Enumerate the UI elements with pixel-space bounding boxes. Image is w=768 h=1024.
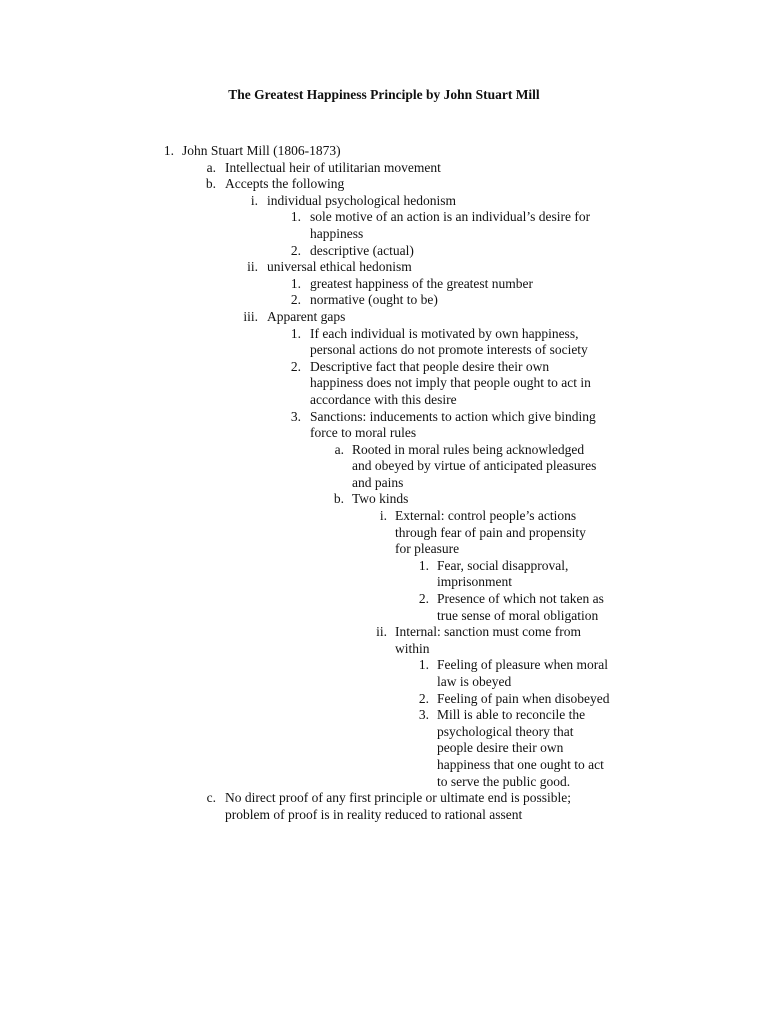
outline-text: descriptive (actual) [310,242,414,258]
outline-text: and pains [352,474,404,490]
outline-item-continuation [0,574,768,591]
outline-marker: iii. [243,308,258,324]
outline-text: individual psychological hedonism [267,192,456,208]
outline-marker: 3. [418,707,429,723]
outline-item [0,193,768,210]
outline-marker: a. [334,441,344,457]
outline-text: Apparent gaps [267,308,346,324]
outline-text: sole motive of an action is an individual’s desire for [310,209,591,225]
outline-text: to serve the public good. [437,773,571,789]
outline-marker: b. [205,176,216,192]
outline-text: Fear, social disapproval, [437,557,569,573]
outline-item [0,591,768,608]
outline-item [0,442,768,459]
outline-item [0,359,768,376]
outline-text: and obeyed by virtue of anticipated pleasures [352,458,597,474]
outline-item [0,508,768,525]
outline-item-continuation [0,641,768,658]
outline-text: John Stuart Mill (1806-1873) [182,143,341,158]
outline-marker: ii. [247,259,258,275]
outline-text: happiness [310,225,364,241]
outline-text: External: control people’s actions [395,508,577,524]
outline-text: Feeling of pain when disobeyed [437,690,610,706]
outline-marker: 1. [290,325,301,341]
outline-marker: 2. [290,358,301,374]
outline-item-continuation [0,757,768,774]
outline-text: If each individual is motivated by own happiness, [310,325,579,341]
outline-text: Presence of which not taken as [437,591,604,607]
outline-item-continuation [0,392,768,409]
outline-text: No direct proof of any first principle or ultimate end is possible; [225,790,572,806]
outline-item [0,491,768,508]
outline-item [0,209,768,226]
outline-item [0,276,768,293]
outline-text: law is obeyed [437,674,512,689]
outline-marker: i. [379,508,387,524]
outline-text: true sense of moral obligation [437,607,599,623]
outline-text: personal actions do not promote interests of society [310,342,588,358]
outline-text: happiness that one ought to act [437,756,604,772]
outline-text: normative (ought to be) [310,292,438,308]
outline-item-continuation [0,226,768,243]
outline-item [0,409,768,426]
outline-item [0,326,768,343]
outline-marker: 1. [290,209,301,225]
outline-text: imprisonment [437,574,512,590]
outline-item-continuation [0,774,768,791]
outline-text: Descriptive fact that people desire their own [310,358,550,374]
outline-item [0,657,768,674]
outline-text: within [395,640,430,656]
outline-item-continuation [0,458,768,475]
outline-item-continuation [0,475,768,492]
outline-item-continuation [0,342,768,359]
outline-text: universal ethical hedonism [267,259,412,275]
outline-text: Feeling of pleasure when moral [437,657,608,673]
outline-marker: 1. [163,143,174,158]
outline-marker: 1. [290,275,301,291]
outline-marker: 1. [418,557,429,573]
outline-text: greatest happiness of the greatest number [310,275,534,291]
outline-text: Accepts the following [225,176,345,192]
outline-marker: 1. [418,657,429,673]
outline-item-continuation [0,375,768,392]
outline-item [0,259,768,276]
outline-marker: c. [206,790,216,806]
outline-marker: 2. [418,690,429,706]
outline-marker: b. [333,491,344,507]
outline-text: psychological theory that [437,723,574,739]
outline-text: Mill is able to reconcile the [437,707,586,723]
outline-item [0,176,768,193]
outline-marker: 2. [290,292,301,308]
outline-item [0,160,768,177]
outline-text: problem of proof is in reality reduced to rational assent [225,806,523,822]
outline-item [0,309,768,326]
outline-text: Internal: sanction must come from [395,624,581,640]
outline-marker: i. [250,192,258,208]
outline-item [0,707,768,724]
outline-text: Intellectual heir of utilitarian movement [225,159,441,175]
outline-text: through fear of pain and propensity [395,524,586,540]
outline-text: Sanctions: inducements to action which give binding [310,408,596,424]
outline-marker: 3. [290,408,301,424]
outline-item-continuation [0,674,768,691]
outline-text: happiness does not imply that people ought to act in [310,375,591,391]
outline-item [0,691,768,708]
document-title: The Greatest Happiness Principle by John Stuart Mill [228,87,540,102]
outline-item-continuation [0,740,768,757]
outline-text: for pleasure [395,541,460,557]
outline-item [0,143,768,160]
outline-item-continuation [0,724,768,741]
outline-item [0,558,768,575]
outline-marker: a. [206,159,216,175]
outline-item-continuation [0,525,768,542]
outline-item [0,243,768,260]
outline-item-continuation [0,807,768,824]
outline-marker: 2. [418,591,429,607]
outline-item-continuation [0,608,768,625]
outline-text: force to moral rules [310,425,417,441]
outline-text: people desire their own [437,740,564,756]
outline-item-continuation [0,425,768,442]
outline-marker: ii. [376,624,387,640]
outline-item [0,624,768,641]
outline-text: Two kinds [352,491,409,507]
outline-text: accordance with this desire [310,391,457,407]
outline-text: Rooted in moral rules being acknowledged [352,441,585,457]
outline-marker: 2. [290,242,301,258]
outline-item [0,790,768,807]
outline-list [0,143,768,823]
outline-item-continuation [0,541,768,558]
outline-item [0,292,768,309]
